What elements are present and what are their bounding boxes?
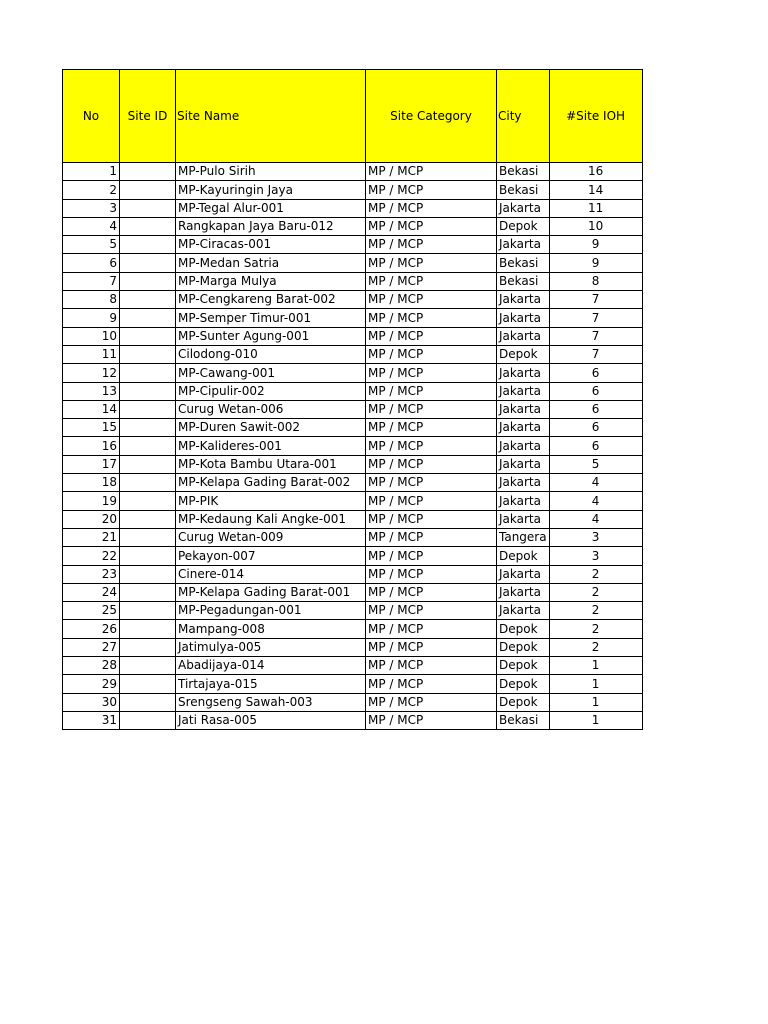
cell-site-category: MP / MCP [366,364,497,382]
table-row [63,345,643,363]
cell-site-name: MP-Medan Satria [176,254,366,272]
cell-site-id [120,675,176,693]
cell-site-id [120,419,176,437]
cell-city: Depok [497,620,550,638]
cell-site-category: MP / MCP [366,492,497,510]
cell-site-id [120,400,176,418]
cell-site-id [120,693,176,711]
cell-no: 20 [63,510,120,528]
cell-site-id [120,364,176,382]
cell-site-category: MP / MCP [366,236,497,254]
cell-site-name: MP-Kedaung Kali Angke-001 [176,510,366,528]
cell-no: 23 [63,565,120,583]
cell-city: Bekasi [497,254,550,272]
cell-site-id [120,474,176,492]
cell-site-id [120,455,176,473]
cell-city: Jakarta [497,419,550,437]
cell-site-ioh: 4 [549,492,642,510]
cell-site-name: MP-Semper Timur-001 [176,309,366,327]
cell-site-name: Abadijaya-014 [176,657,366,675]
cell-site-name: MP-Cipulir-002 [176,382,366,400]
header-site-name: Site Name [176,70,366,163]
cell-city: Jakarta [497,309,550,327]
cell-no: 8 [63,291,120,309]
cell-site-name: MP-Duren Sawit-002 [176,419,366,437]
cell-no: 6 [63,254,120,272]
cell-no: 18 [63,474,120,492]
cell-site-ioh: 2 [549,565,642,583]
cell-site-ioh: 7 [549,345,642,363]
cell-no: 12 [63,364,120,382]
cell-site-name: MP-Kelapa Gading Barat-002 [176,474,366,492]
cell-site-category: MP / MCP [366,547,497,565]
cell-site-name: MP-Cengkareng Barat-002 [176,291,366,309]
cell-site-ioh: 6 [549,382,642,400]
cell-site-name: Curug Wetan-009 [176,528,366,546]
cell-no: 2 [63,181,120,199]
cell-site-name: Jati Rasa-005 [176,711,366,729]
header-site-id: Site ID [120,70,176,163]
cell-city: Depok [497,547,550,565]
cell-no: 25 [63,602,120,620]
cell-no: 27 [63,638,120,656]
cell-site-id [120,254,176,272]
cell-no: 11 [63,345,120,363]
cell-site-category: MP / MCP [366,638,497,656]
cell-city: Jakarta [497,437,550,455]
cell-site-ioh: 7 [549,327,642,345]
cell-no: 7 [63,272,120,290]
cell-site-name: MP-Ciracas-001 [176,236,366,254]
table-row [63,565,643,583]
table-row [63,327,643,345]
site-table [62,69,643,730]
cell-city: Depok [497,693,550,711]
cell-city: Jakarta [497,474,550,492]
table-row [63,474,643,492]
cell-site-category: MP / MCP [366,254,497,272]
cell-site-ioh: 4 [549,510,642,528]
cell-site-name: MP-Marga Mulya [176,272,366,290]
cell-site-id [120,382,176,400]
cell-city: Jakarta [497,602,550,620]
cell-site-id [120,199,176,217]
cell-city: Bekasi [497,181,550,199]
cell-site-ioh: 2 [549,620,642,638]
cell-site-category: MP / MCP [366,163,497,181]
cell-city: Jakarta [497,455,550,473]
cell-site-name: MP-Kalideres-001 [176,437,366,455]
cell-site-ioh: 11 [549,199,642,217]
cell-site-ioh: 10 [549,217,642,235]
cell-site-id [120,657,176,675]
cell-site-id [120,272,176,290]
cell-city: Bekasi [497,272,550,290]
cell-site-id [120,510,176,528]
table-row [63,419,643,437]
cell-site-ioh: 8 [549,272,642,290]
cell-no: 10 [63,327,120,345]
table-row [63,437,643,455]
table-row [63,400,643,418]
cell-site-category: MP / MCP [366,309,497,327]
cell-site-category: MP / MCP [366,602,497,620]
cell-site-category: MP / MCP [366,675,497,693]
cell-city: Jakarta [497,291,550,309]
cell-city: Jakarta [497,364,550,382]
cell-city: Depok [497,217,550,235]
cell-no: 26 [63,620,120,638]
cell-site-category: MP / MCP [366,199,497,217]
cell-site-category: MP / MCP [366,291,497,309]
table-row [63,455,643,473]
cell-site-id [120,291,176,309]
table-row [63,364,643,382]
table-row [63,510,643,528]
cell-city: Depok [497,345,550,363]
table-row [63,217,643,235]
cell-site-ioh: 16 [549,163,642,181]
header-site-category: Site Category [366,70,497,163]
cell-site-ioh: 1 [549,675,642,693]
table-row [63,638,643,656]
cell-site-category: MP / MCP [366,327,497,345]
cell-city: Depok [497,638,550,656]
cell-site-ioh: 14 [549,181,642,199]
cell-site-name: Srengseng Sawah-003 [176,693,366,711]
table-row [63,620,643,638]
cell-site-category: MP / MCP [366,583,497,601]
table-row [63,657,643,675]
cell-city: Jakarta [497,199,550,217]
cell-no: 19 [63,492,120,510]
cell-no: 22 [63,547,120,565]
cell-site-ioh: 1 [549,657,642,675]
cell-site-name: MP-Kayuringin Jaya [176,181,366,199]
cell-site-category: MP / MCP [366,620,497,638]
cell-site-name: MP-Pegadungan-001 [176,602,366,620]
cell-site-category: MP / MCP [366,400,497,418]
cell-site-id [120,181,176,199]
cell-site-id [120,345,176,363]
cell-no: 4 [63,217,120,235]
cell-site-category: MP / MCP [366,510,497,528]
table-row [63,236,643,254]
cell-no: 1 [63,163,120,181]
cell-site-id [120,437,176,455]
cell-no: 15 [63,419,120,437]
cell-site-id [120,547,176,565]
cell-site-name: Cilodong-010 [176,345,366,363]
cell-city: Jakarta [497,492,550,510]
cell-city: Bekasi [497,163,550,181]
cell-no: 3 [63,199,120,217]
cell-city: Jakarta [497,236,550,254]
cell-site-name: Curug Wetan-006 [176,400,366,418]
cell-site-ioh: 1 [549,711,642,729]
cell-site-ioh: 7 [549,291,642,309]
cell-site-ioh: 6 [549,400,642,418]
cell-site-id [120,236,176,254]
cell-site-category: MP / MCP [366,528,497,546]
cell-site-ioh: 6 [549,364,642,382]
cell-site-ioh: 6 [549,419,642,437]
table-row [63,602,643,620]
cell-city: Jakarta [497,382,550,400]
cell-site-ioh: 2 [549,602,642,620]
cell-site-name: MP-Kelapa Gading Barat-001 [176,583,366,601]
cell-site-category: MP / MCP [366,711,497,729]
cell-site-category: MP / MCP [366,657,497,675]
cell-site-name: MP-Cawang-001 [176,364,366,382]
cell-site-category: MP / MCP [366,181,497,199]
cell-site-ioh: 6 [549,437,642,455]
header-row [63,70,643,163]
cell-site-category: MP / MCP [366,474,497,492]
cell-site-id [120,620,176,638]
cell-no: 30 [63,693,120,711]
cell-site-name: Pekayon-007 [176,547,366,565]
cell-site-category: MP / MCP [366,693,497,711]
cell-site-id [120,565,176,583]
cell-site-category: MP / MCP [366,217,497,235]
table-row [63,528,643,546]
cell-site-name: Rangkapan Jaya Baru-012 [176,217,366,235]
cell-site-id [120,583,176,601]
cell-site-name: MP-Pulo Sirih [176,163,366,181]
cell-site-category: MP / MCP [366,345,497,363]
cell-site-ioh: 1 [549,693,642,711]
cell-site-name: MP-Sunter Agung-001 [176,327,366,345]
table-row [63,254,643,272]
cell-site-name: Tirtajaya-015 [176,675,366,693]
table-row [63,291,643,309]
table-row [63,309,643,327]
cell-no: 14 [63,400,120,418]
header-site-ioh: #Site IOH [549,70,642,163]
cell-site-ioh: 2 [549,583,642,601]
cell-site-category: MP / MCP [366,419,497,437]
cell-site-id [120,638,176,656]
table-row [63,272,643,290]
cell-site-name: Jatimulya-005 [176,638,366,656]
cell-city: Depok [497,675,550,693]
table-row [63,492,643,510]
table-body [63,163,643,730]
table-row [63,711,643,729]
cell-no: 29 [63,675,120,693]
table-row [63,675,643,693]
cell-site-ioh: 4 [549,474,642,492]
cell-no: 13 [63,382,120,400]
cell-no: 24 [63,583,120,601]
cell-site-category: MP / MCP [366,382,497,400]
cell-city: Depok [497,657,550,675]
cell-site-ioh: 9 [549,254,642,272]
cell-no: 16 [63,437,120,455]
cell-city: Jakarta [497,327,550,345]
table-row [63,583,643,601]
header-city: City [497,70,550,163]
cell-site-category: MP / MCP [366,455,497,473]
cell-site-id [120,602,176,620]
cell-site-id [120,217,176,235]
table-row [63,199,643,217]
cell-site-category: MP / MCP [366,565,497,583]
cell-site-name: Cinere-014 [176,565,366,583]
header-no: No [63,70,120,163]
cell-city: Tangera [497,528,550,546]
cell-site-name: MP-PIK [176,492,366,510]
cell-site-ioh: 5 [549,455,642,473]
cell-site-id [120,327,176,345]
cell-site-ioh: 3 [549,528,642,546]
cell-site-ioh: 2 [549,638,642,656]
table-header [63,70,643,163]
cell-no: 5 [63,236,120,254]
cell-no: 31 [63,711,120,729]
cell-site-id [120,711,176,729]
table-row [63,382,643,400]
cell-city: Jakarta [497,565,550,583]
table-row [63,163,643,181]
cell-site-name: MP-Kota Bambu Utara-001 [176,455,366,473]
cell-no: 28 [63,657,120,675]
cell-site-category: MP / MCP [366,437,497,455]
table-row [63,181,643,199]
cell-site-ioh: 3 [549,547,642,565]
cell-city: Jakarta [497,400,550,418]
cell-city: Jakarta [497,583,550,601]
cell-site-name: Mampang-008 [176,620,366,638]
cell-city: Bekasi [497,711,550,729]
cell-site-id [120,492,176,510]
cell-no: 21 [63,528,120,546]
cell-site-id [120,163,176,181]
cell-site-category: MP / MCP [366,272,497,290]
cell-site-id [120,528,176,546]
cell-site-name: MP-Tegal Alur-001 [176,199,366,217]
cell-site-ioh: 9 [549,236,642,254]
table-row [63,693,643,711]
cell-no: 9 [63,309,120,327]
spreadsheet-page [62,69,643,730]
cell-site-ioh: 7 [549,309,642,327]
cell-no: 17 [63,455,120,473]
table-row [63,547,643,565]
cell-city: Jakarta [497,510,550,528]
cell-site-id [120,309,176,327]
